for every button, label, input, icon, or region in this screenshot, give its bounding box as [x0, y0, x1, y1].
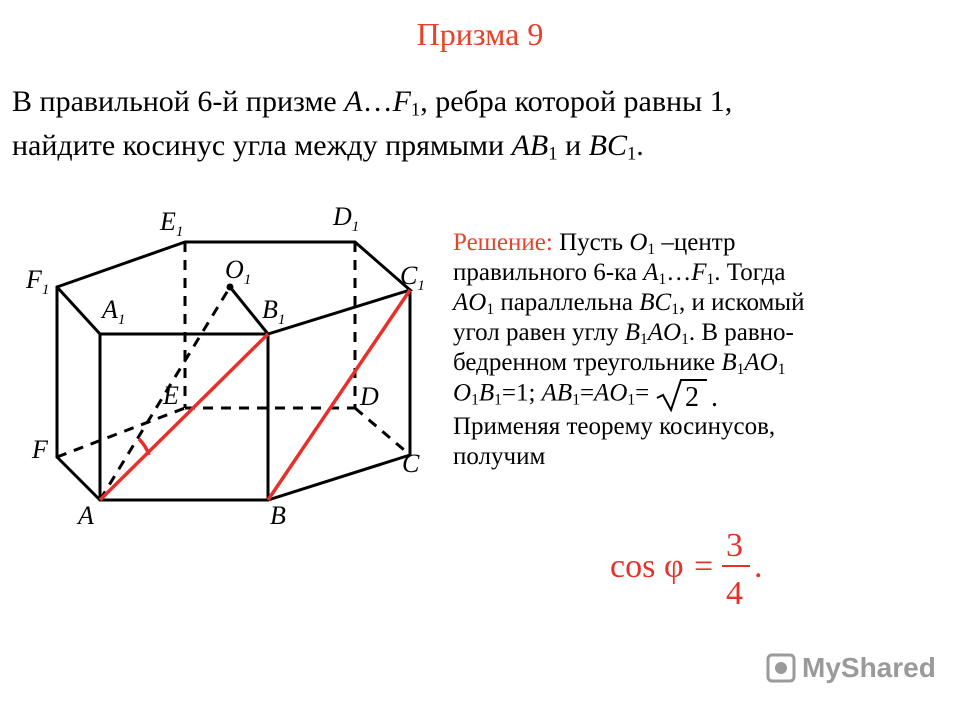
hidden-edge-DC — [355, 408, 410, 455]
svg-text:cos: cos — [610, 548, 656, 585]
label-E: E — [163, 381, 179, 410]
svg-text:3: 3 — [726, 527, 743, 564]
label-C: C — [402, 449, 420, 478]
prism-diagram — [20, 196, 440, 536]
svg-text:2: 2 — [685, 382, 700, 412]
bottom-face-visible — [57, 455, 410, 500]
svg-text:φ: φ — [664, 548, 684, 585]
svg-text:=: = — [694, 548, 714, 585]
label-E1: $E_1$ — [160, 207, 184, 240]
logo-icon — [766, 653, 796, 683]
slide-title: Призма 9 — [416, 16, 544, 52]
label-F1: $F_1$ — [26, 265, 50, 298]
sqrt-two-symbol — [655, 378, 719, 412]
problem-statement: В правильной 6-й призме $A\dots F_1$, ребра которой равны 1, найдите косинус угла между прямыми $AB_1$ и $BC_1$. — [12, 85, 733, 165]
svg-text:.: . — [754, 548, 763, 585]
cosine-result-formula — [608, 522, 778, 612]
svg-text:.: . — [711, 382, 719, 412]
svg-text:4: 4 — [726, 575, 743, 612]
label-C1: $C_1$ — [400, 261, 425, 294]
myshared-logo: MyShared — [766, 652, 936, 684]
label-F: F — [32, 435, 48, 464]
point-O1 — [227, 284, 234, 291]
label-B1: $B_1$ — [262, 295, 286, 328]
solution-text: Решение: Пусть $O_1$ –центр правильного 6-ка $A_1\dots F_1$. Тогда $AO_1$ параллельна $BC_1$, и искомый угол равен углу $B_1AO_1$. В равно- бедренном треугольнике $B_1AO_1$ $O_1B_1=1$; $AB_1=AO_1=$ 2 . Применяя теорему косинусов, получим — [453, 229, 805, 470]
hidden-edge-FE — [57, 408, 185, 457]
label-O1: $O_1$ — [225, 255, 252, 288]
label-A1: $A_1$ — [102, 295, 126, 328]
label-D1: $D_1$ — [333, 202, 360, 235]
angle-arc — [139, 439, 149, 455]
label-D: D — [360, 382, 379, 411]
label-B: B — [270, 501, 286, 530]
segment-BC1 — [268, 290, 410, 500]
label-A: A — [78, 501, 94, 530]
